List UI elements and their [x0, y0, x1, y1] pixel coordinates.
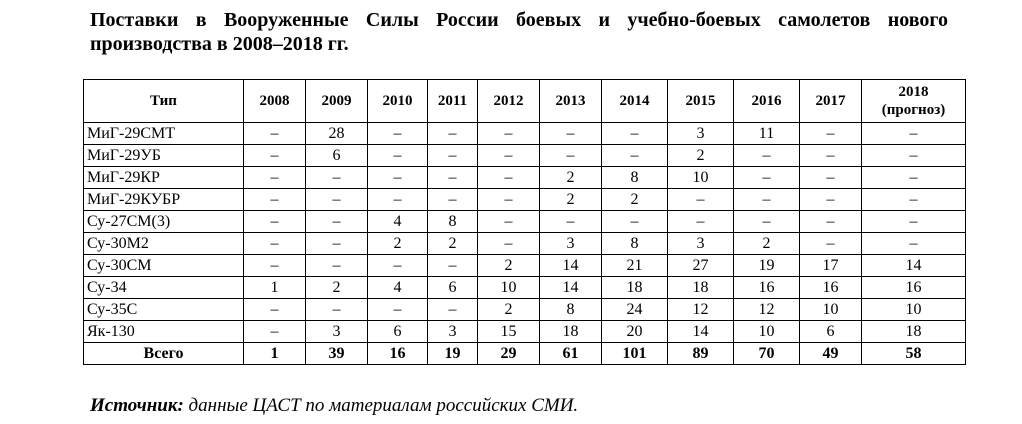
aircraft-type-cell: МиГ-29КУБР — [84, 189, 244, 211]
delivery-count-cell: – — [306, 211, 368, 233]
delivery-count-cell: – — [800, 123, 862, 145]
delivery-count-cell: 27 — [668, 255, 734, 277]
delivery-count-cell: – — [478, 211, 540, 233]
table-header-row — [84, 80, 966, 123]
delivery-count-cell: – — [306, 233, 368, 255]
delivery-count-cell: – — [800, 167, 862, 189]
delivery-count-cell: 10 — [734, 321, 800, 343]
delivery-count-cell: 6 — [368, 321, 428, 343]
column-header-year: 2008 — [244, 80, 306, 123]
document-title: Поставки в Вооруженные Силы России боевых и учебно-боевых самолетов нового производства в 2008–2018 гг. — [90, 9, 948, 55]
table-row — [84, 211, 966, 233]
total-count-cell: 16 — [368, 343, 428, 365]
delivery-count-cell: – — [244, 233, 306, 255]
total-row — [84, 343, 966, 365]
column-header-year: 2013 — [540, 80, 602, 123]
delivery-count-cell: 28 — [306, 123, 368, 145]
column-header-year: 2018 (прогноз) — [862, 80, 966, 123]
delivery-count-cell: – — [862, 145, 966, 167]
delivery-count-cell: 8 — [602, 167, 668, 189]
delivery-count-cell: 11 — [734, 123, 800, 145]
delivery-count-cell: 20 — [602, 321, 668, 343]
total-count-cell: 1 — [244, 343, 306, 365]
delivery-count-cell: 1 — [244, 277, 306, 299]
aircraft-type-cell: МиГ-29КР — [84, 167, 244, 189]
delivery-count-cell: 18 — [602, 277, 668, 299]
delivery-count-cell: – — [734, 189, 800, 211]
source-text: данные ЦАСТ по материалам российских СМИ. — [183, 395, 579, 416]
delivery-count-cell: 16 — [800, 277, 862, 299]
delivery-count-cell: – — [478, 167, 540, 189]
total-count-cell: 61 — [540, 343, 602, 365]
delivery-count-cell: – — [540, 211, 602, 233]
delivery-count-cell: 2 — [668, 145, 734, 167]
delivery-count-cell: – — [368, 189, 428, 211]
delivery-count-cell: 8 — [602, 233, 668, 255]
delivery-count-cell: – — [862, 189, 966, 211]
delivery-count-cell: – — [428, 255, 478, 277]
delivery-count-cell: 12 — [734, 299, 800, 321]
delivery-count-cell: 14 — [540, 277, 602, 299]
delivery-count-cell: – — [428, 167, 478, 189]
delivery-count-cell: 2 — [478, 255, 540, 277]
total-count-cell: 29 — [478, 343, 540, 365]
delivery-count-cell: – — [734, 167, 800, 189]
total-count-cell: 19 — [428, 343, 478, 365]
delivery-count-cell: – — [244, 255, 306, 277]
delivery-count-cell: – — [478, 189, 540, 211]
table-row — [84, 167, 966, 189]
delivery-count-cell: – — [668, 189, 734, 211]
table-row — [84, 321, 966, 343]
delivery-count-cell: 18 — [540, 321, 602, 343]
delivery-count-cell: – — [428, 299, 478, 321]
delivery-count-cell: – — [602, 123, 668, 145]
delivery-count-cell: – — [368, 145, 428, 167]
delivery-count-cell: 18 — [862, 321, 966, 343]
delivery-count-cell: – — [368, 167, 428, 189]
delivery-count-cell: – — [800, 211, 862, 233]
delivery-count-cell: – — [244, 167, 306, 189]
delivery-count-cell: – — [306, 299, 368, 321]
aircraft-type-cell: Су-34 — [84, 277, 244, 299]
delivery-count-cell: 6 — [800, 321, 862, 343]
delivery-count-cell: 10 — [478, 277, 540, 299]
delivery-count-cell: – — [862, 233, 966, 255]
column-header-type: Тип — [84, 80, 244, 123]
delivery-count-cell: – — [306, 189, 368, 211]
delivery-count-cell: 3 — [540, 233, 602, 255]
aircraft-type-cell: Су-30СМ — [84, 255, 244, 277]
delivery-count-cell: – — [306, 255, 368, 277]
delivery-count-cell: – — [244, 145, 306, 167]
aircraft-type-cell: Су-35С — [84, 299, 244, 321]
delivery-count-cell: – — [244, 189, 306, 211]
aircraft-type-cell: МиГ-29СМТ — [84, 123, 244, 145]
delivery-count-cell: – — [368, 299, 428, 321]
delivery-count-cell: – — [734, 211, 800, 233]
delivery-count-cell: 2 — [306, 277, 368, 299]
delivery-count-cell: – — [862, 167, 966, 189]
delivery-count-cell: – — [800, 189, 862, 211]
delivery-count-cell: 6 — [306, 145, 368, 167]
table-body — [84, 123, 966, 365]
delivery-count-cell: – — [244, 123, 306, 145]
delivery-count-cell: 2 — [368, 233, 428, 255]
delivery-count-cell: – — [478, 145, 540, 167]
delivery-count-cell: – — [540, 123, 602, 145]
column-header-year: 2009 — [306, 80, 368, 123]
delivery-count-cell: 2 — [478, 299, 540, 321]
total-count-cell: 49 — [800, 343, 862, 365]
delivery-count-cell: 2 — [734, 233, 800, 255]
total-count-cell: 70 — [734, 343, 800, 365]
total-count-cell: 101 — [602, 343, 668, 365]
column-header-year: 2010 — [368, 80, 428, 123]
delivery-count-cell: – — [602, 145, 668, 167]
column-header-year: 2014 — [602, 80, 668, 123]
delivery-count-cell: – — [540, 145, 602, 167]
total-count-cell: 89 — [668, 343, 734, 365]
delivery-count-cell: 15 — [478, 321, 540, 343]
delivery-count-cell: – — [862, 123, 966, 145]
delivery-count-cell: – — [306, 167, 368, 189]
delivery-count-cell: 6 — [428, 277, 478, 299]
delivery-count-cell: – — [428, 189, 478, 211]
delivery-count-cell: – — [862, 211, 966, 233]
delivery-count-cell: – — [428, 123, 478, 145]
table-row — [84, 145, 966, 167]
delivery-count-cell: 16 — [734, 277, 800, 299]
delivery-count-cell: 3 — [428, 321, 478, 343]
delivery-count-cell: – — [478, 233, 540, 255]
delivery-count-cell: – — [668, 211, 734, 233]
delivery-count-cell: 14 — [862, 255, 966, 277]
delivery-count-cell: 3 — [668, 123, 734, 145]
column-header-year: 2016 — [734, 80, 800, 123]
table-row — [84, 299, 966, 321]
table-row — [84, 123, 966, 145]
delivery-count-cell: 2 — [540, 167, 602, 189]
delivery-count-cell: 3 — [306, 321, 368, 343]
column-header-year: 2017 — [800, 80, 862, 123]
source-label: Источник: — [90, 395, 184, 416]
delivery-count-cell: – — [800, 145, 862, 167]
delivery-count-cell: 3 — [668, 233, 734, 255]
delivery-count-cell: 21 — [602, 255, 668, 277]
delivery-count-cell: – — [800, 233, 862, 255]
total-count-cell: 39 — [306, 343, 368, 365]
delivery-count-cell: – — [602, 211, 668, 233]
delivery-count-cell: 8 — [428, 211, 478, 233]
delivery-count-cell: – — [428, 145, 478, 167]
delivery-count-cell: 12 — [668, 299, 734, 321]
total-count-cell: 58 — [862, 343, 966, 365]
delivery-count-cell: 10 — [862, 299, 966, 321]
aircraft-type-cell: Су-30М2 — [84, 233, 244, 255]
delivery-count-cell: 24 — [602, 299, 668, 321]
column-header-year: 2015 — [668, 80, 734, 123]
aircraft-type-cell: Як-130 — [84, 321, 244, 343]
delivery-count-cell: – — [368, 123, 428, 145]
delivery-count-cell: 18 — [668, 277, 734, 299]
delivery-count-cell: – — [244, 321, 306, 343]
deliveries-table — [83, 79, 966, 365]
table-row — [84, 277, 966, 299]
delivery-count-cell: 17 — [800, 255, 862, 277]
delivery-count-cell: 2 — [540, 189, 602, 211]
delivery-count-cell: 19 — [734, 255, 800, 277]
delivery-count-cell: 4 — [368, 277, 428, 299]
delivery-count-cell: 8 — [540, 299, 602, 321]
delivery-count-cell: 4 — [368, 211, 428, 233]
source-note — [90, 395, 578, 417]
delivery-count-cell: – — [244, 211, 306, 233]
table-row — [84, 189, 966, 211]
delivery-count-cell: – — [734, 145, 800, 167]
delivery-count-cell: 16 — [862, 277, 966, 299]
column-header-year: 2011 — [428, 80, 478, 123]
delivery-count-cell: 10 — [800, 299, 862, 321]
table-row — [84, 233, 966, 255]
delivery-count-cell: 10 — [668, 167, 734, 189]
delivery-count-cell: – — [478, 123, 540, 145]
delivery-count-cell: 14 — [668, 321, 734, 343]
total-label-cell: Всего — [84, 343, 244, 365]
delivery-count-cell: 14 — [540, 255, 602, 277]
table-row — [84, 255, 966, 277]
delivery-count-cell: 2 — [602, 189, 668, 211]
delivery-count-cell: 2 — [428, 233, 478, 255]
aircraft-type-cell: Су-27СМ(3) — [84, 211, 244, 233]
delivery-count-cell: – — [244, 299, 306, 321]
delivery-count-cell: – — [368, 255, 428, 277]
column-header-year: 2012 — [478, 80, 540, 123]
aircraft-type-cell: МиГ-29УБ — [84, 145, 244, 167]
